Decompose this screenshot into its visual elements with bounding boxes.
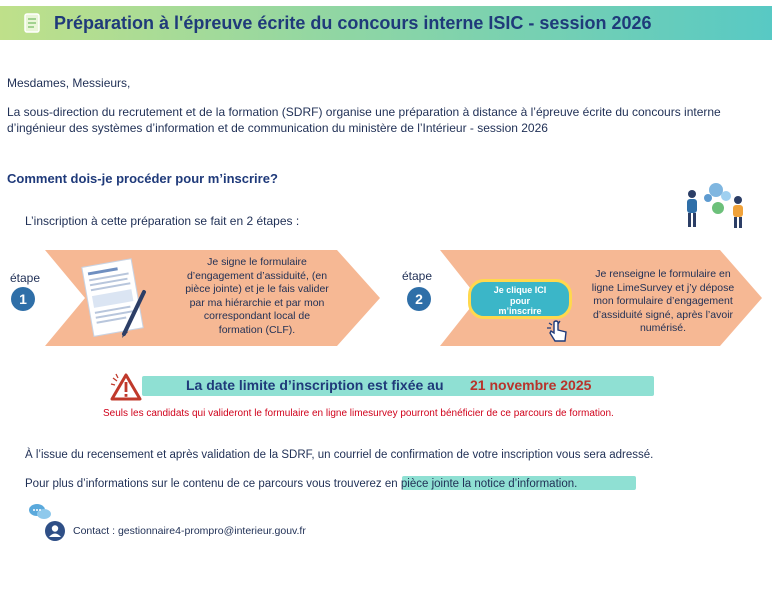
- more-info-text: [25, 476, 577, 492]
- steps-intro: L’inscription à cette préparation se fait en 2 étapes :: [25, 214, 300, 228]
- attachment-link[interactable]: en pièce jointe la notice d’information.: [384, 478, 578, 490]
- step-2-label: étape: [402, 269, 433, 283]
- document-icon: [24, 13, 42, 33]
- more-info-prefix: Pour plus d’informations sur le contenu de ce parcours vous trouverez: [25, 478, 385, 490]
- pointer-hand-icon: [546, 318, 570, 344]
- step-2-line: Je renseigne le formulaire en: [595, 268, 731, 280]
- step-1-label: étape: [10, 271, 41, 285]
- page-title: Préparation à l'épreuve écrite du concours interne ISIC - session 2026: [54, 13, 652, 33]
- step-1-line: pièce jointe) et je le fais valider: [185, 283, 329, 295]
- step-2-description: [582, 268, 744, 336]
- step-2-number: 2: [407, 287, 431, 311]
- greeting: Mesdames, Messieurs,: [7, 76, 131, 90]
- deadline-label: La date limite d’inscription est fixée au: [186, 377, 444, 393]
- step-2-line: mon formulaire d’engagement: [593, 295, 733, 307]
- register-button-line: pour: [510, 295, 530, 306]
- register-button[interactable]: [468, 279, 572, 319]
- step-1-line: Je signe le formulaire: [207, 256, 307, 268]
- user-icon: [45, 521, 65, 541]
- header-banner: [0, 6, 772, 40]
- contact-email[interactable]: Contact : gestionnaire4-prompro@interieur.gouv.fr: [73, 525, 306, 537]
- chat-bubbles-icon: [28, 503, 52, 521]
- register-button-line: m’inscrire: [498, 306, 542, 316]
- step-1-number: 1: [11, 287, 35, 311]
- deadline-note: Seuls les candidats qui valideront le formulaire en ligne limesurvey pourront bénéficier de ce parcours de formation.: [103, 408, 614, 419]
- warning-icon: [110, 372, 142, 402]
- step-1-line: par ma hiérarchie et par mon: [189, 296, 325, 309]
- deadline-date: 21 novembre 2025: [470, 377, 592, 393]
- intro-paragraph: La sous-direction du recrutement et de la formation (SDRF) organise une préparation à distance à l’épreuve écrite du concours interne d’ingénieur des systèmes d’information et de communication du ministère de l’Intérieur - session 2026: [7, 105, 721, 135]
- step-1-description: [172, 256, 342, 337]
- step-2-line: d’assiduité signé, après l’avoir: [592, 308, 734, 321]
- step-2-line: numérisé.: [639, 322, 687, 334]
- step-1-line: correspondant local de: [203, 310, 311, 322]
- team-gears-illustration-icon: [680, 180, 750, 230]
- step-1-line: formation (CLF).: [218, 323, 296, 336]
- step-2-line: ligne LimeSurvey et j’y dépose: [591, 281, 735, 294]
- signed-form-icon: [78, 256, 154, 344]
- confirmation-text: À l’issue du recensement et après validation de la SDRF, un courriel de confirmation de votre inscription vous sera adressé.: [25, 449, 654, 461]
- section-heading: Comment dois-je procéder pour m’inscrire?: [7, 171, 278, 186]
- step-1-line: d’engagement d’assiduité, (en: [186, 269, 328, 282]
- register-button-line: Je clique ICI: [493, 285, 547, 295]
